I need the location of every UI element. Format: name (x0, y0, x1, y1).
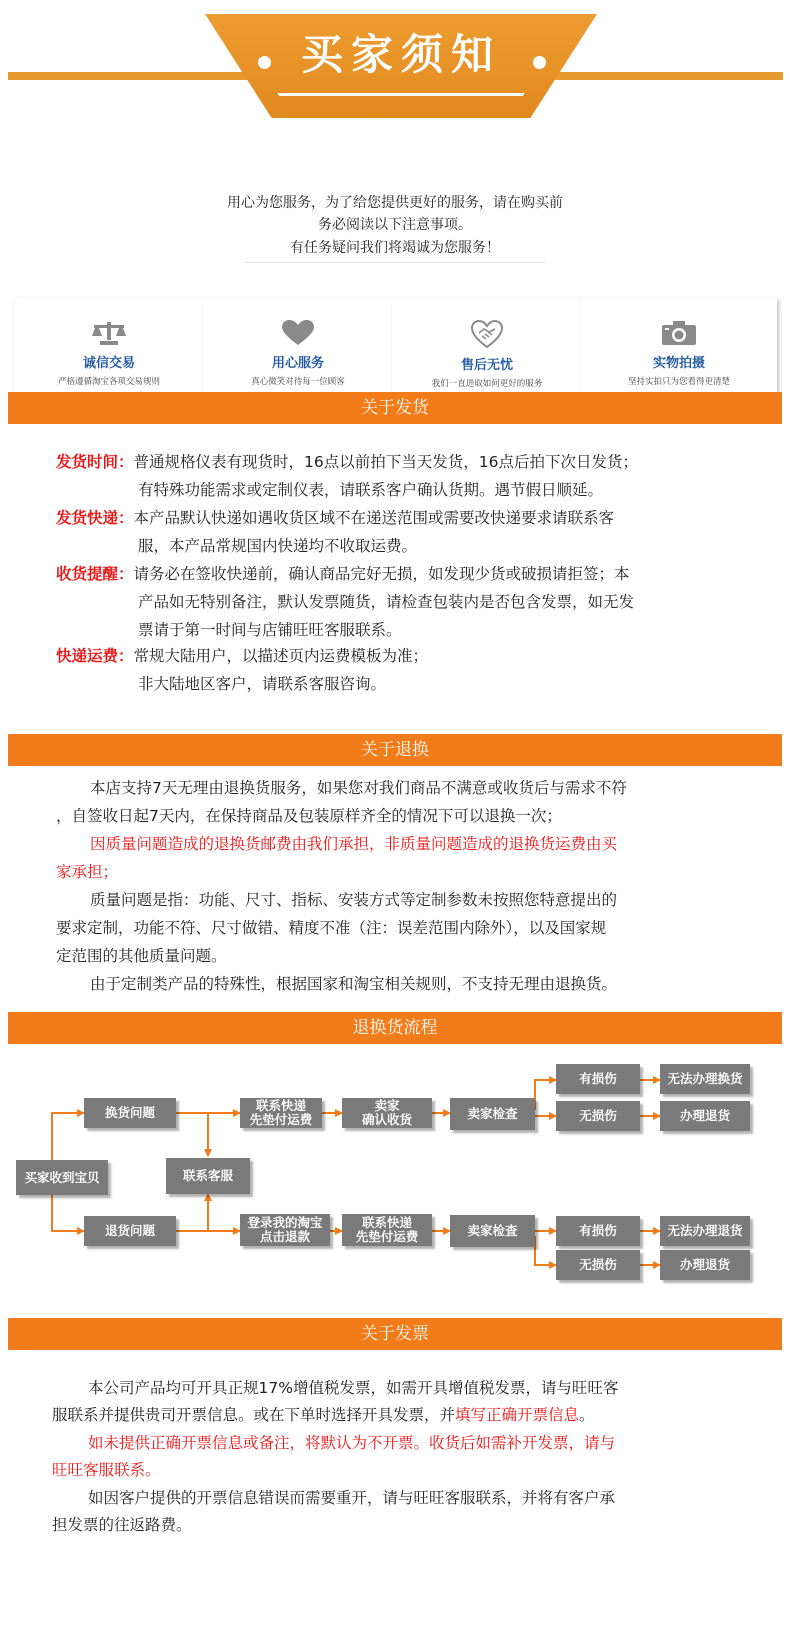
invoice-p1-highlight: 填写正确开票信息 (455, 1406, 580, 1424)
section-flow-header: 退换货流程 (8, 1012, 782, 1044)
intro-line-3: 有任务疑问我们将竭诚为您服务！ (290, 240, 500, 256)
section-invoice-header: 关于发票 (8, 1318, 782, 1350)
section-returns-header: 关于退换 (8, 734, 782, 766)
returns-p4: 由于定制类产品的特殊性，根据国家和淘宝相关规则，不支持无理由退换货。 (90, 975, 618, 993)
feature-title: 售后无忧 (460, 358, 513, 373)
shipping-express-text: 本产品默认快递如遇收货区域不在递送范围或需要改快递要求请联系客 (133, 509, 615, 527)
flow-ex-step2-box (342, 1098, 432, 1128)
shipping-receive-line-3: 票请于第一时间与店铺旺旺客服联系。 (138, 621, 402, 639)
flow-rf-damaged-box: 有损伤 (556, 1216, 640, 1246)
flow-rf-step1-line-2: 点击退款 (259, 1230, 310, 1244)
flow-rf-ok-box: 无损伤 (556, 1250, 640, 1280)
flow-rf-ok-result-box: 办理退货 (660, 1250, 750, 1280)
invoice-p1-text: 服联系并提供贵司开票信息。或在下单时选择开具发票，并 (52, 1406, 456, 1424)
returns-p3-line-1: 质量问题是指：功能、尺寸、指标、安装方式等定制参数未按照您特意提出的 (90, 891, 618, 909)
returns-p2-line-1: 因质量问题造成的退换货邮费由我们承担，非质量问题造成的退换货运费由买 (90, 835, 618, 853)
flow-ex-step1-line-2: 先垫付运费 (249, 1113, 313, 1127)
flow-rf-check-box: 卖家检查 (450, 1215, 535, 1247)
flow-exchange-box: 换货问题 (84, 1098, 176, 1128)
feature-subtitle: 坚持实拍只为您看得更清楚 (627, 377, 730, 387)
shipping-express-line-2: 服，本产品常规国内快递均不收取运费。 (138, 537, 418, 555)
shipping-fee-line-2: 非大陆地区客户，请联系客服咨询。 (138, 675, 387, 693)
returns-p3-line-3: 定范围的其他质量问题。 (56, 947, 227, 965)
flow-ex-step1-line-1: 联系快递 (255, 1099, 306, 1113)
flow-ex-step2-line-1: 卖家 (374, 1099, 400, 1113)
shipping-receive-text: 请务必在签收快递前，确认商品完好无损，如发现少货或破损请拒签；本 (133, 565, 630, 583)
shipping-time-label: 发货时间： (56, 453, 134, 471)
invoice-p2-line-1: 如未提供正确开票信息或备注，将默认为不开票。收货后如需补开发票，请与 (88, 1434, 616, 1452)
shipping-time-line-2: 有特殊功能需求或定制仪表，请联系客户确认货期。遇节假日顺延。 (138, 481, 604, 499)
flow-rf-step2-box (342, 1214, 432, 1246)
flow-ex-damaged-result-box: 无法办理换货 (660, 1064, 750, 1094)
returns-p2-line-2: 家承担； (56, 863, 119, 881)
feature-title: 诚信交易 (82, 356, 135, 371)
invoice-p3-line-2: 担发票的往返路费。 (52, 1516, 192, 1534)
invoice-p1-line-1: 本公司产品均可开具正规17%增值税发票，如需开具增值税发票，请与旺旺客 (88, 1379, 619, 1397)
shipping-receive-line-2: 产品如无特别备注，默认发票随货，请检查包装内是否包含发票，如无发 (138, 593, 635, 611)
flow-ex-ok-result-box: 办理退货 (660, 1101, 750, 1131)
feature-subtitle: 真心微笑对待每一位顾客 (251, 377, 345, 387)
returns-p3-line-2: 要求定制，功能不符、尺寸做错、精度不准（注：误差范围内除外），以及国家规 (56, 919, 607, 937)
returns-p1-line-1: 本店支持7天无理由退换货服务，如果您对我们商品不满意或收货后与需求不符 (90, 779, 627, 797)
flow-ex-damaged-box: 有损伤 (556, 1064, 640, 1094)
page-title: 买家须知 (300, 30, 501, 79)
invoice-p1-line-2 (52, 1401, 595, 1429)
shipping-fee-label: 快递运费： (56, 647, 134, 665)
shipping-express-label: 发货快递： (56, 509, 134, 527)
flow-rf-step2-line-2: 先垫付运费 (355, 1230, 419, 1244)
flow-ex-step1-box (240, 1098, 322, 1128)
flow-rf-damaged-result-box: 无法办理退货 (660, 1216, 750, 1246)
shipping-receive-label: 收货提醒： (56, 565, 134, 583)
flow-rf-step1-box (240, 1214, 330, 1246)
feature-title: 用心服务 (271, 356, 324, 371)
flow-rf-step2-line-1: 联系快递 (361, 1216, 412, 1230)
section-shipping-header: 关于发货 (8, 392, 782, 424)
shipping-fee-text: 常规大陆用户，以描述页内运费模板为准； (133, 647, 429, 665)
flow-service-box: 联系客服 (166, 1158, 250, 1194)
invoice-p2-line-2: 旺旺客服联系。 (52, 1461, 161, 1479)
feature-title: 实物拍摄 (652, 356, 705, 371)
flow-rf-step1-line-1: 登录我的淘宝 (247, 1216, 323, 1230)
flow-ex-check-box: 卖家检查 (450, 1098, 535, 1130)
invoice-p1-end: 。 (579, 1406, 595, 1424)
feature-subtitle: 严格遵循淘宝各项交易规则 (57, 377, 160, 387)
flow-refund-box: 退货问题 (84, 1216, 176, 1246)
feature-subtitle: 我们一直进取如何更好的服务 (431, 379, 543, 389)
intro-line-1: 用心为您服务，为了给您提供更好的服务，请在购买前 (227, 195, 563, 211)
intro-line-2: 务必阅读以下注意事项。 (318, 217, 472, 233)
invoice-p3-line-1: 如因客户提供的开票信息错误而需要重开，请与旺旺客服联系，并将有客户承 (88, 1489, 616, 1507)
returns-p1-line-2: ，自签收日起7天内，在保持商品及包装原样齐全的情况下可以退换一次； (56, 807, 562, 825)
flow-start-box: 买家收到宝贝 (16, 1160, 108, 1195)
shipping-time-text: 普通规格仪表有现货时，16点以前拍下当天发货，16点后拍下次日发货； (133, 453, 638, 471)
flow-ex-ok-box: 无损伤 (556, 1101, 640, 1131)
flow-ex-step2-line-2: 确认收货 (361, 1113, 412, 1127)
